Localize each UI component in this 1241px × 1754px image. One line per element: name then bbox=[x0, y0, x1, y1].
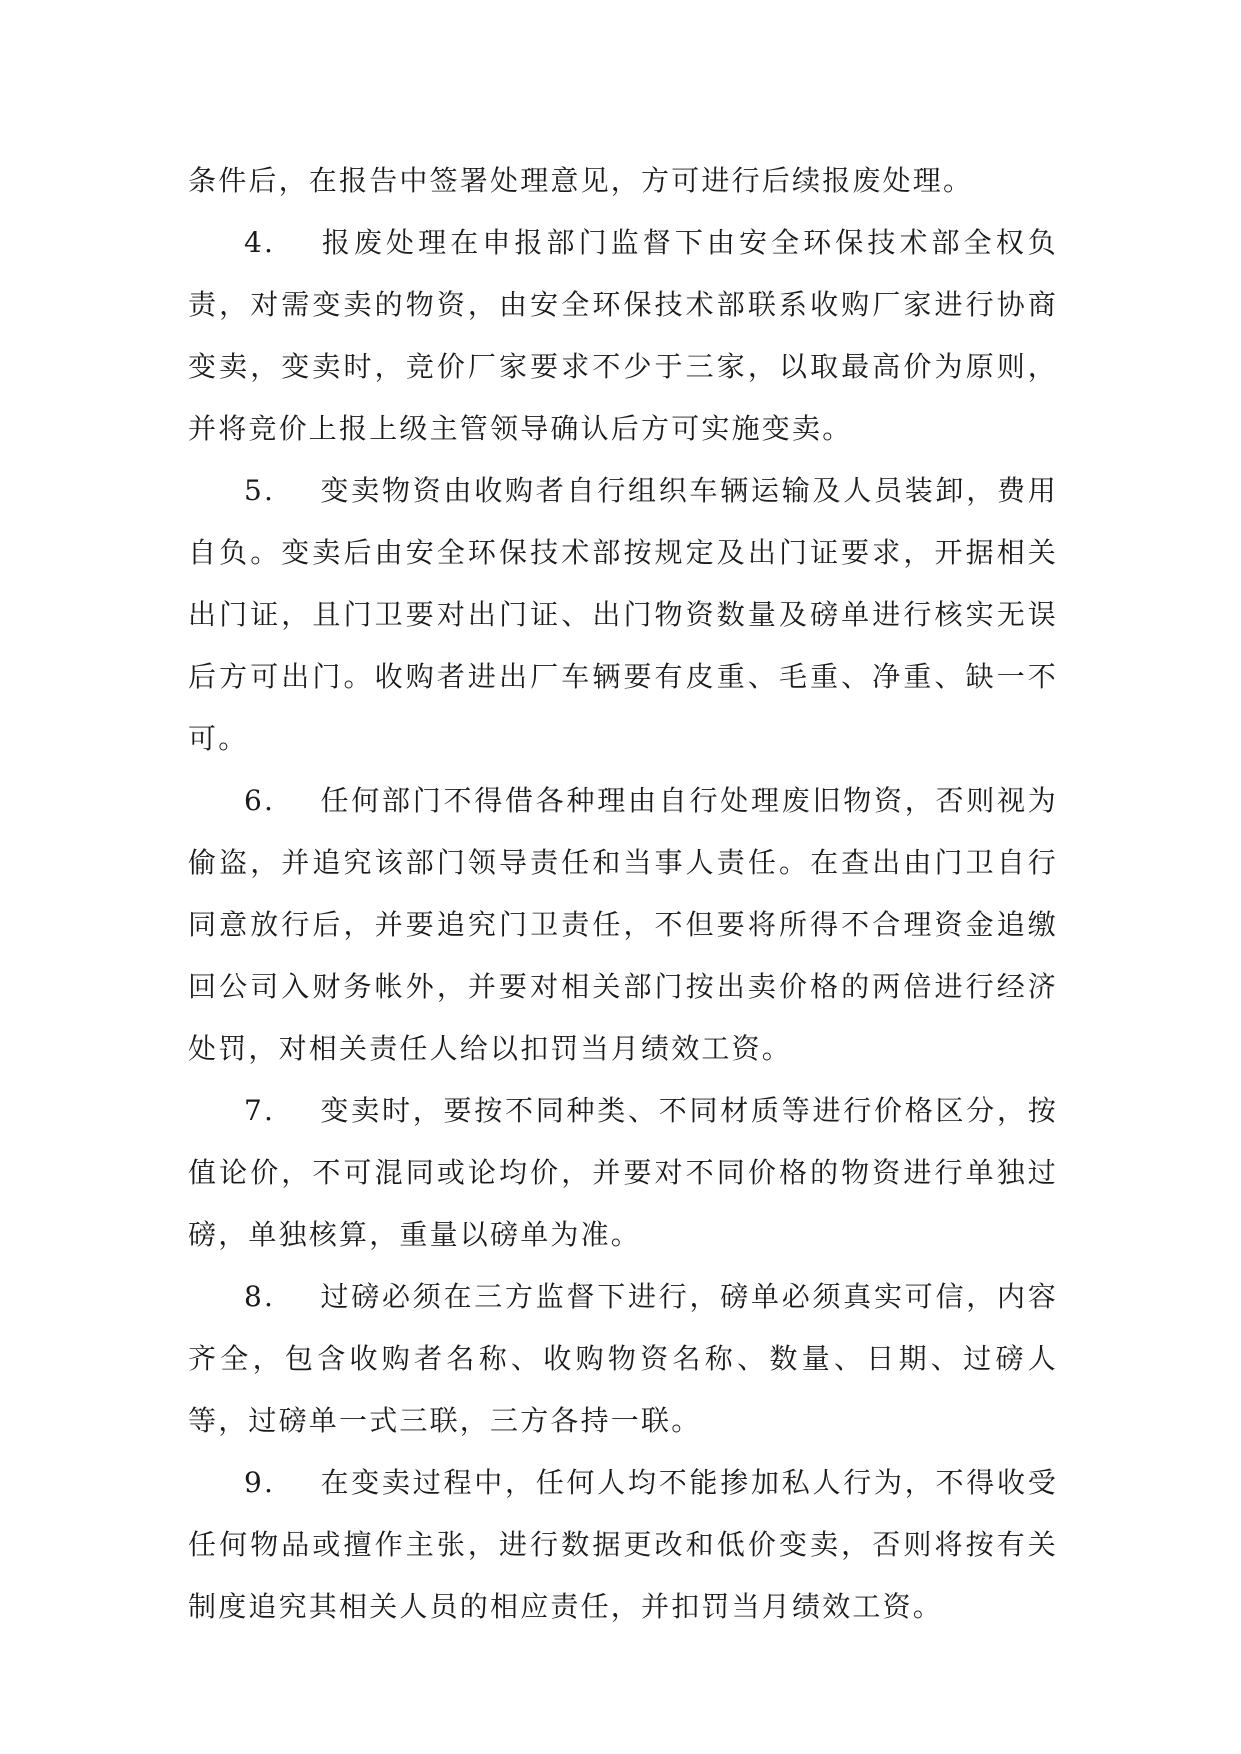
clause-text: 变卖物资由收购者自行组织车辆运输及人员装卸，费用自负。变卖后由安全环保技术部按规定及出门证要求，开据相关出门证，且门卫要对出门证、出门物资数量及磅单进行核实无误后方可出门。收购者进出厂车辆要有皮重、毛重、净重、缺一不可。 bbox=[188, 474, 1058, 755]
clause-text: 任何部门不得借各种理由自行处理废旧物资，否则视为偷盗，并追究该部门领导责任和当事人责任。在查出由门卫自行同意放行后，并要追究门卫责任，不但要将所得不合理资金追缴回公司入财务帐外，并要对相关部门按出卖价格的两倍进行经济处罚，对相关责任人给以扣罚当月绩效工资。 bbox=[188, 784, 1058, 1065]
clause-number: 9. bbox=[244, 1466, 276, 1499]
clause-5 bbox=[188, 460, 1058, 770]
clause-text: 在变卖过程中，任何人均不能掺加私人行为，不得收受任何物品或擅作主张，进行数据更改和低价变卖，否则将按有关制度追究其相关人员的相应责任，并扣罚当月绩效工资。 bbox=[188, 1466, 1058, 1623]
clause-9 bbox=[188, 1452, 1058, 1638]
clause-number: 5. bbox=[244, 474, 276, 507]
clause-number: 6. bbox=[244, 784, 276, 817]
clause-number: 7. bbox=[244, 1094, 276, 1127]
clause-text: 过磅必须在三方监督下进行，磅单必须真实可信，内容齐全，包含收购者名称、收购物资名称、数量、日期、过磅人等，过磅单一式三联，三方各持一联。 bbox=[188, 1280, 1058, 1437]
clause-number: 8. bbox=[244, 1280, 276, 1313]
clause-8 bbox=[188, 1266, 1058, 1452]
document-page bbox=[188, 150, 1058, 1638]
clause-7 bbox=[188, 1080, 1058, 1266]
clause-6 bbox=[188, 770, 1058, 1080]
clause-number: 4. bbox=[244, 226, 276, 259]
clause-text: 变卖时，要按不同种类、不同材质等进行价格区分，按值论价，不可混同或论均价，并要对不同价格的物资进行单独过磅，单独核算，重量以磅单为准。 bbox=[188, 1094, 1058, 1251]
clause-text: 报废处理在申报部门监督下由安全环保技术部全权负责，对需变卖的物资，由安全环保技术部联系收购厂家进行协商变卖，变卖时，竞价厂家要求不少于三家，以取最高价为原则，并将竞价上报上级主管领导确认后方可实施变卖。 bbox=[188, 226, 1058, 445]
intro-paragraph: 条件后，在报告中签署处理意见，方可进行后续报废处理。 bbox=[188, 164, 974, 197]
clause-4 bbox=[188, 212, 1058, 460]
